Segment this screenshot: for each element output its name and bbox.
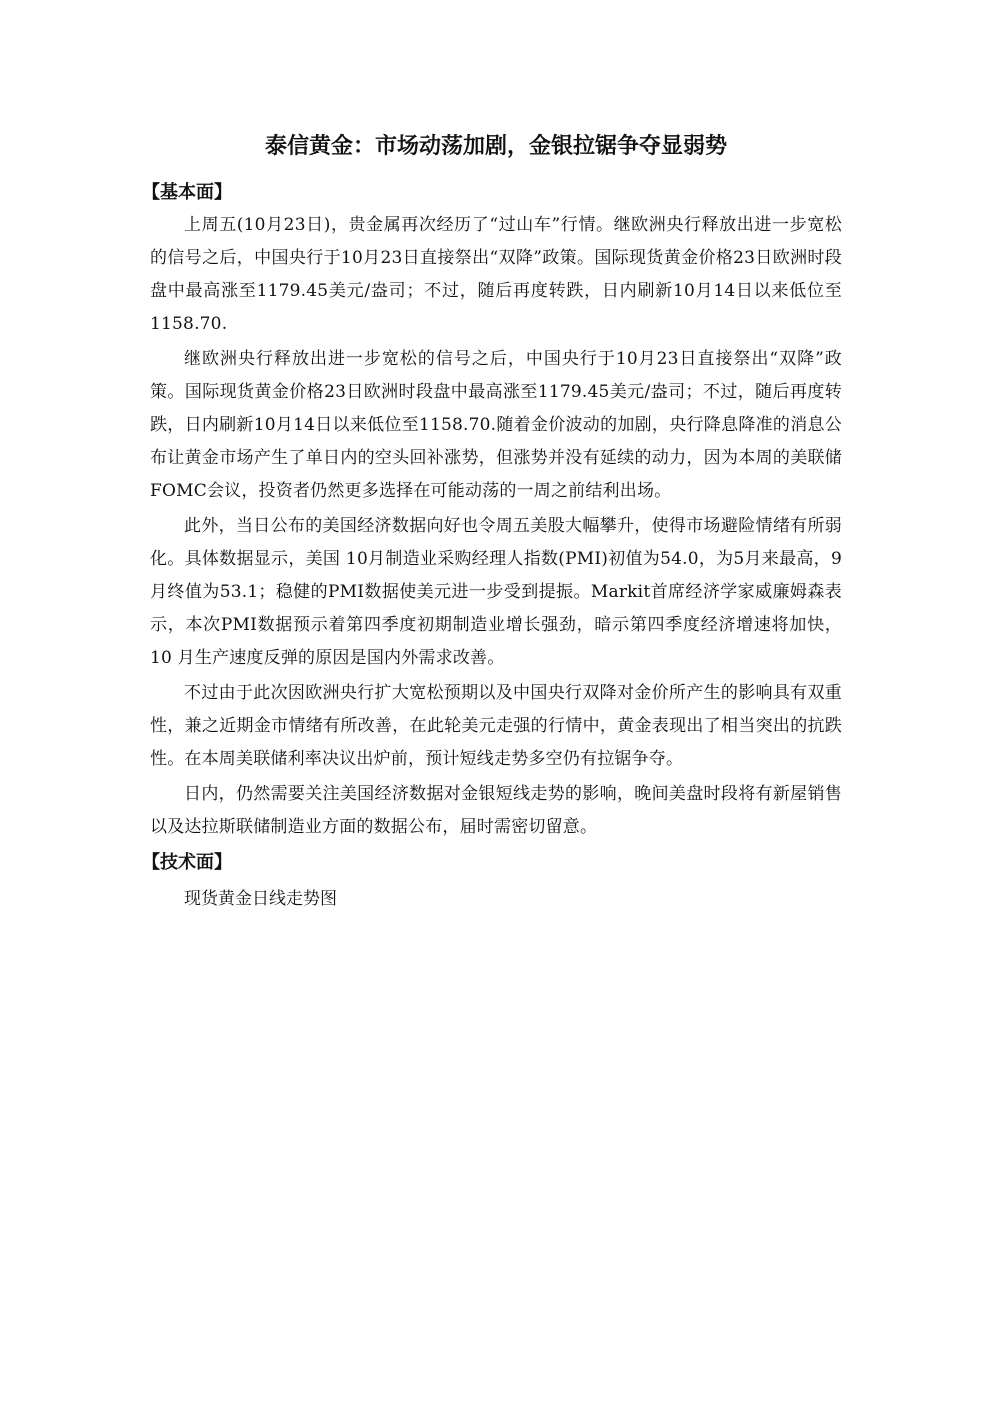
paragraph: 上周五(10月23日)，贵金属再次经历了“过山车”行情。继欧洲央行释放出进一步宽松的信号之后，中国央行于10月23日直接祭出“双降”政策。国际现货黄金价格23日欧洲时段盘中最高涨至1179.45美元/盎司；不过，随后再度转跌，日内刷新10月14日以来低位至1158.70. [150,215,842,334]
chart-caption: 现货黄金日线走势图 [184,889,337,909]
section-heading-fundamental: 【基本面】 [142,182,232,203]
document-body [142,176,842,916]
section-heading-technical: 【技术面】 [142,852,232,873]
paragraph: 继欧洲央行释放出进一步宽松的信号之后，中国央行于10月23日直接祭出“双降”政策。国际现货黄金价格23日欧洲时段盘中最高涨至1179.45美元/盎司；不过，随后再度转跌，日内刷新10月14日以来低位至1158.70.随着金价波动的加剧，央行降息降准的消息公布让黄金市场产生了单日内的空头回补涨势，但涨势并没有延续的动力，因为本周的美联储FOMC会议，投资者仍然更多选择在可能动荡的一周之前结利出场。 [150,349,842,501]
paragraph: 此外，当日公布的美国经济数据向好也令周五美股大幅攀升，使得市场避险情绪有所弱化。具体数据显示，美国 10月制造业采购经理人指数(PMI)初值为54.0，为5月来最高，9月终值为53.1；稳健的PMI数据使美元进一步受到提振。Markit首席经济学家威廉姆森表示，本次PMI数据预示着第四季度初期制造业增长强劲，暗示第四季度经济增速将加快，10 月生产速度反弹的原因是国内外需求改善。 [150,516,842,668]
document-title: 泰信黄金：市场动荡加剧，金银拉锯争夺显弱势 [264,134,727,159]
paragraph: 不过由于此次因欧洲央行扩大宽松预期以及中国央行双降对金价所产生的影响具有双重性，兼之近期金市情绪有所改善，在此轮美元走强的行情中，黄金表现出了相当突出的抗跌性。在本周美联储利率决议出炉前，预计短线走势多空仍有拉锯争夺。 [150,683,842,769]
paragraph: 日内，仍然需要关注美国经济数据对金银短线走势的影响，晚间美盘时段将有新屋销售以及达拉斯联储制造业方面的数据公布，届时需密切留意。 [150,784,842,837]
